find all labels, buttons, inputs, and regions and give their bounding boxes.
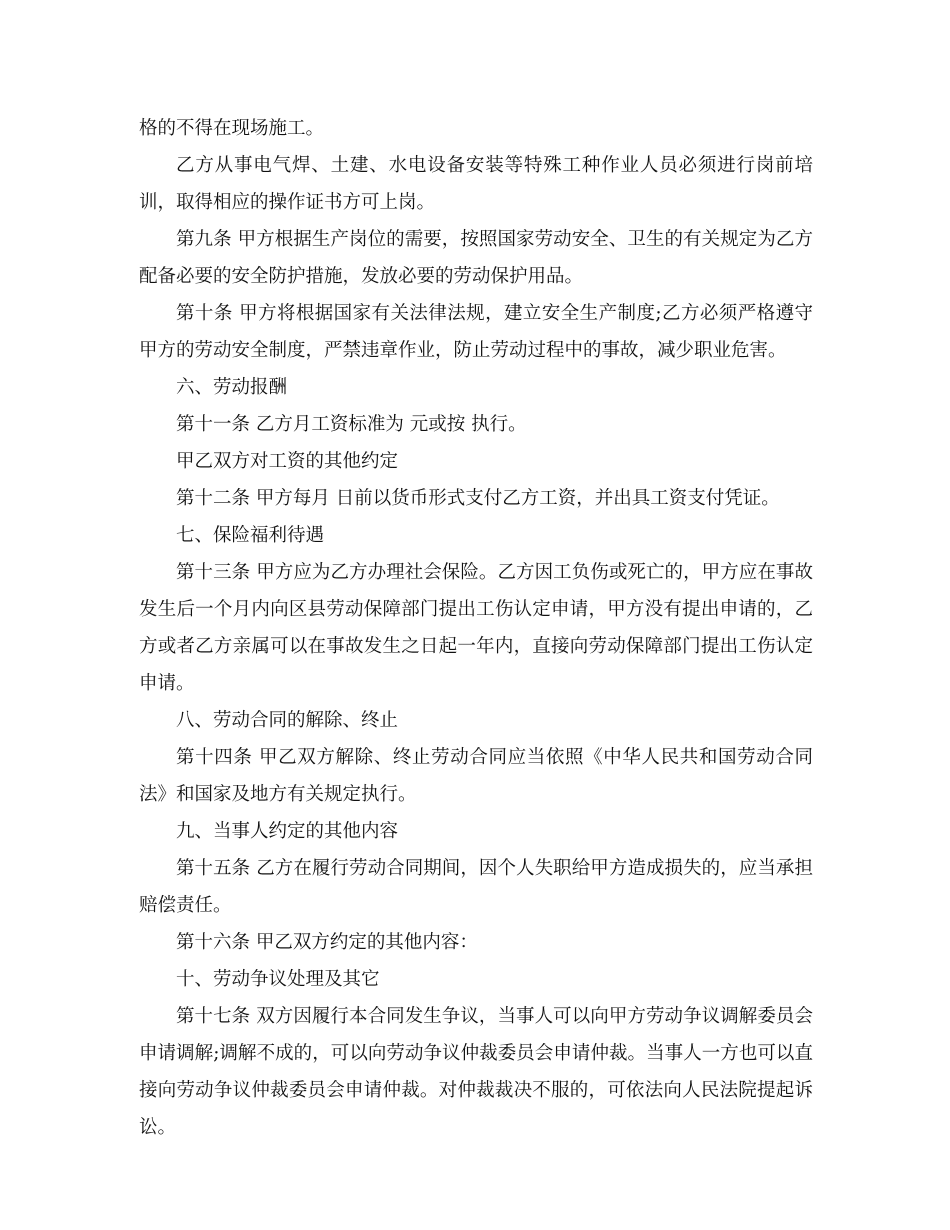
article-10: 第十条 甲方将根据国家有关法律法规，建立安全生产制度;乙方必须严格遵守甲方的劳动安全制度，严禁违章作业，防止劳动过程中的事故，减少职业危害。: [139, 303, 813, 361]
article-17: 第十七条 双方因履行本合同发生争议，当事人可以向甲方劳动争议调解委员会申请调解;调解不成的，可以向劳动争议仲裁委员会申请仲裁。当事人一方也可以直接向劳动争议仲裁委员会申请仲裁。对仲裁裁决不服的，可依法向人民法院提起诉讼。: [139, 1006, 813, 1138]
document-body: [139, 110, 813, 1146]
paragraph-wage-agreement: 甲乙双方对工资的其他约定: [176, 451, 399, 472]
paragraph-continuation: 格的不得在现场施工。: [139, 118, 325, 139]
article-13: 第十三条 甲方应为乙方办理社会保险。乙方因工负伤或死亡的，甲方应在事故发生后一个月内向区县劳动保障部门提出工伤认定申请，甲方没有提出申请的，乙方或者乙方亲属可以在事故发生之日起一年内，直接向劳动保障部门提出工伤认定申请。: [139, 562, 813, 694]
article-12: 第十二条 甲方每月 日前以货币形式支付乙方工资，并出具工资支付凭证。: [176, 488, 780, 509]
article-14: 第十四条 甲乙双方解除、终止劳动合同应当依照《中华人民共和国劳动合同法》和国家及地方有关规定执行。: [139, 747, 813, 805]
section-heading-9: 九、当事人约定的其他内容: [176, 821, 399, 842]
section-heading-10: 十、劳动争议处理及其它: [176, 969, 380, 990]
article-9: 第九条 甲方根据生产岗位的需要，按照国家劳动安全、卫生的有关规定为乙方配备必要的安全防护措施，发放必要的劳动保护用品。: [139, 229, 813, 287]
section-heading-6: 六、劳动报酬: [176, 377, 288, 398]
paragraph-special-workers: 乙方从事电气焊、土建、水电设备安装等特殊工种作业人员必须进行岗前培训，取得相应的操作证书方可上岗。: [139, 155, 813, 213]
section-heading-8: 八、劳动合同的解除、终止: [176, 710, 399, 731]
article-16: 第十六条 甲乙双方约定的其他内容：: [176, 932, 478, 953]
section-heading-7: 七、保险福利待遇: [176, 525, 325, 546]
article-11: 第十一条 乙方月工资标准为 元或按 执行。: [176, 414, 527, 435]
article-15: 第十五条 乙方在履行劳动合同期间，因个人失职给甲方造成损失的，应当承担赔偿责任。: [139, 858, 813, 916]
